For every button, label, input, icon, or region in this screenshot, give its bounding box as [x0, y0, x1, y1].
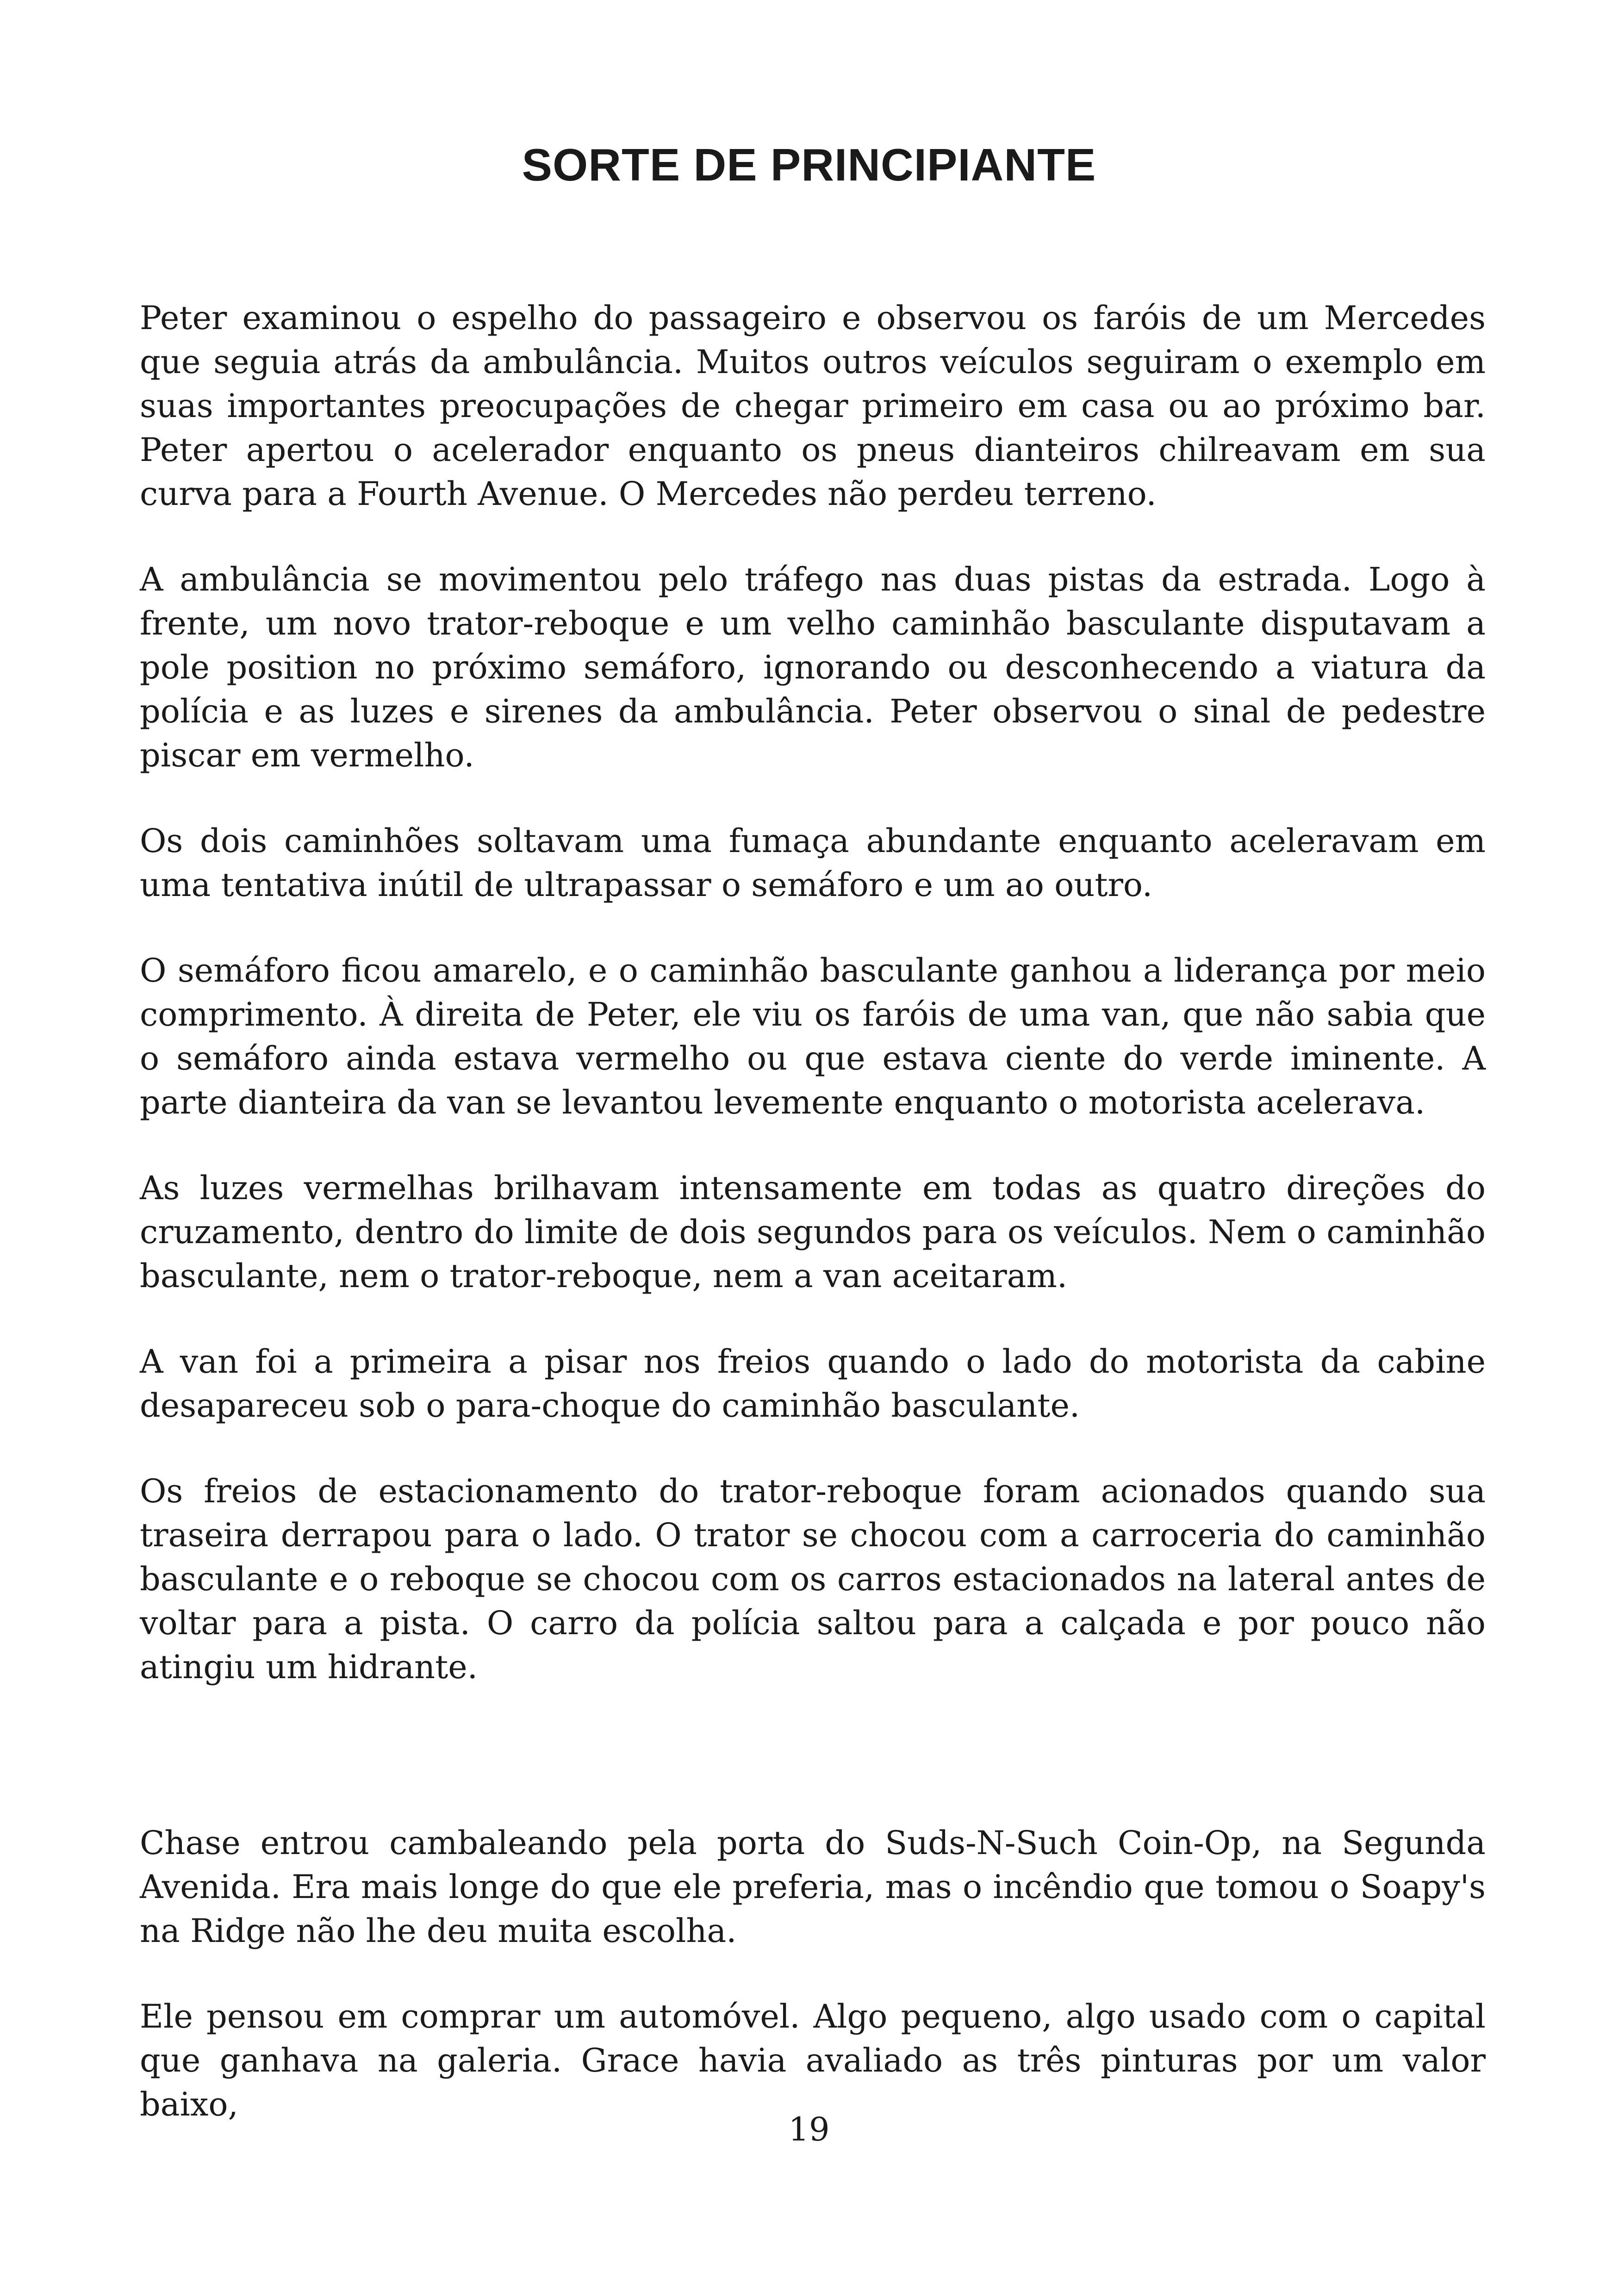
section-break	[140, 1689, 1486, 1821]
paragraph: Os dois caminhões soltavam uma fumaça abundante enquanto aceleravam em uma tentativa inútil de ultrapassar o semáforo e um ao outro.	[140, 822, 1486, 904]
paragraph: As luzes vermelhas brilhavam intensamente em todas as quatro direções do cruzamento, dentro do limite de dois segundos para os veículos. Nem o caminhão basculante, nem o trator-reboque, nem a van aceitaram.	[140, 1169, 1486, 1295]
paragraph: O semáforo ficou amarelo, e o caminhão basculante ganhou a liderança por meio comprimento. À direita de Peter, ele viu os faróis de uma van, que não sabia que o semáforo ainda estava vermelho ou que estava ciente do verde iminente. A parte dianteira da van se levantou levemente enquanto o motorista acelerava.	[140, 952, 1486, 1121]
body-text	[140, 296, 1486, 2127]
paragraph: Os freios de estacionamento do trator-reboque foram acionados quando sua traseira derrapou para o lado. O trator se chocou com a carroceria do caminhão basculante e o reboque se chocou com os carros estacionados na lateral antes de voltar para a pista. O carro da polícia saltou para a calçada e por pouco não atingiu um hidrante.	[140, 1472, 1486, 1686]
paragraph: A ambulância se movimentou pelo tráfego nas duas pistas da estrada. Logo à frente, um novo trator-reboque e um velho caminhão basculante disputavam a pole position no próximo semáforo, ignorando ou desconhecendo a viatura da polícia e as luzes e sirenes da ambulância. Peter observou o sinal de pedestre piscar em vermelho.	[140, 560, 1486, 774]
paragraph: Chase entrou cambaleando pela porta do Suds-N-Such Coin-Op, na Segunda Avenida. Era mais longe do que ele preferia, mas o incêndio que tomou o Soapy's na Ridge não lhe deu muita escolha.	[140, 1824, 1486, 1950]
paragraph: Peter examinou o espelho do passageiro e observou os faróis de um Mercedes que seguia atrás da ambulância. Muitos outros veículos seguiram o exemplo em suas importantes preocupações de chegar primeiro em casa ou ao próximo bar. Peter apertou o acelerador enquanto os pneus dianteiros chilreavam em sua curva para a Fourth Avenue. O Mercedes não perdeu terreno.	[140, 299, 1486, 513]
chapter-title: SORTE DE PRINCIPIANTE	[522, 139, 1096, 190]
paragraph: Ele pensou em comprar um automóvel. Algo pequeno, algo usado com o capital que ganhava na galeria. Grace havia avaliado as três pinturas por um valor baixo,	[140, 1997, 1486, 2123]
paragraph: A van foi a primeira a pisar nos freios quando o lado do motorista da cabine desapareceu sob o para-choque do caminhão basculante.	[140, 1343, 1486, 1425]
page-number: 19	[788, 2110, 830, 2148]
